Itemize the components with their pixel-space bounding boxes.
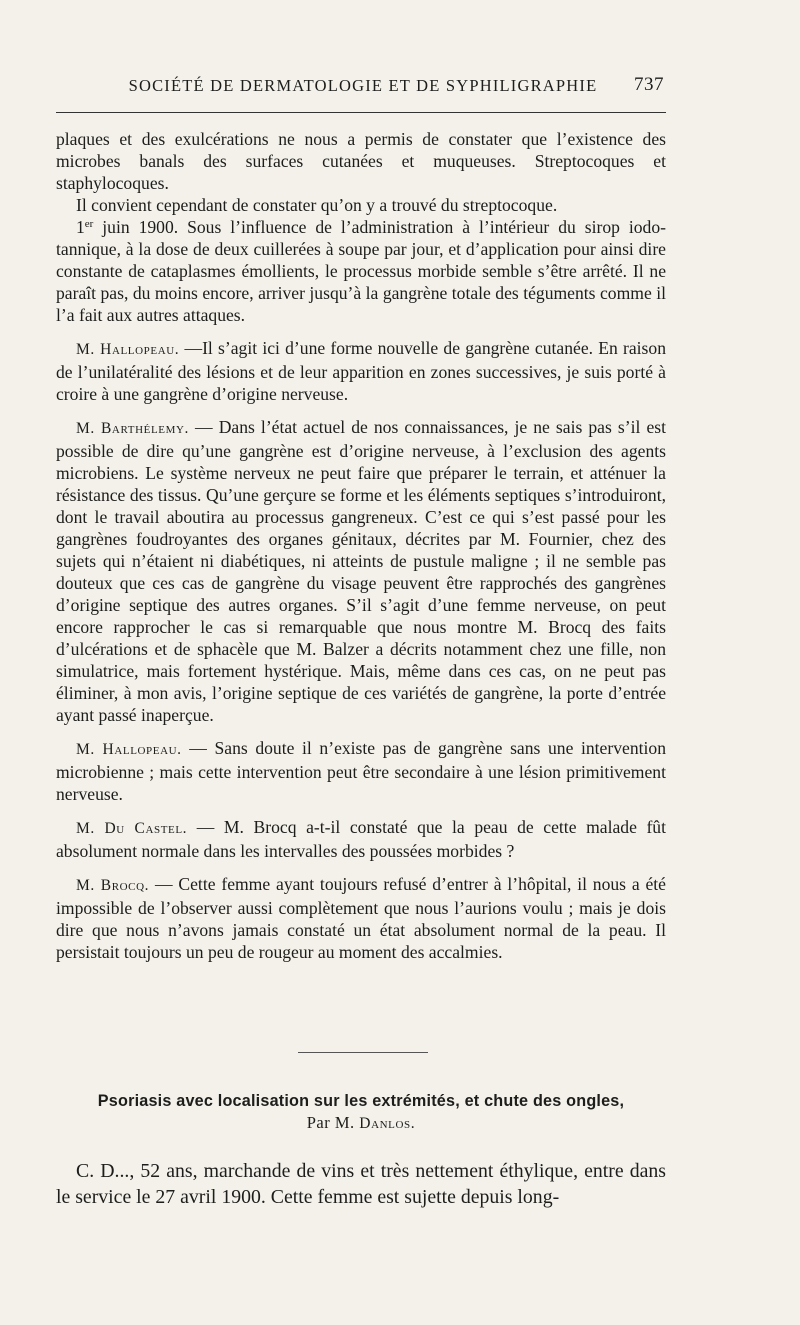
discussion-text	[56, 128, 666, 963]
byline-prefix: Par M.	[306, 1113, 355, 1132]
paragraph-1: plaques et des exulcérations ne nous a permis de constater que l’existence des microbes banals des surfaces cutanées et muqueuses. Streptocoques et staphylocoques.	[56, 129, 666, 193]
page-number: 737	[634, 74, 664, 95]
paragraph-3-text: juin 1900. Sous l’influence de l’administration à l’intérieur du sirop iodo-tannique, à la dose de deux cuillerées à soupe par jour, et d’application pour ainsi dire constante de cataplasmes émollients, le processus morbide semble s’être arrêté. Il ne paraît pas, du moins encore, arriver jusqu’à la gangrène totale des téguments comme il l’a fait aux autres attaques.	[56, 217, 666, 325]
speaker-name: M. Du Castel.	[76, 820, 188, 837]
remark-hallopeau-1	[56, 337, 666, 405]
section-separator	[298, 1052, 428, 1053]
speaker-name: M. Barthélemy.	[76, 420, 189, 437]
date-number: 1	[76, 217, 85, 237]
paragraph-3	[56, 216, 666, 326]
remark-hallopeau-2	[56, 737, 666, 805]
remark-text: — Cette femme ayant toujours refusé d’entrer à l’hôpital, il nous a été impossible de l’observer aussi complètement que nous l’aurions voulu ; mais je dois dire que nous n’avons jamais constaté un état absolument normal de la peau. Il persistait toujours un peu de rougeur au moment des accalmies.	[56, 874, 666, 962]
opening-paragraph: C. D..., 52 ans, marchande de vins et très nettement éthylique, entre dans le service le 27 avril 1900. Cette femme est sujette depuis long-	[56, 1160, 666, 1208]
remark-text: — Dans l’état actuel de nos connaissances, je ne sais pas s’il est possible de dire qu’une gangrène est d’origine nerveuse, à l’exclusion des agents microbiens. Le système nerveux ne peut faire que préparer le terrain, et atténuer la résistance des tissus. Qu’une gerçure se forme et les éléments septiques s’introduiront, dont le travail aboutira au processus gangreneux. C’est ce qui s’est passé pour les gangrènes foudroyantes des organes génitaux, décrites par M. Fournier, chez des sujets qui n’étaient ni diabétiques, ni atteints de pustule maligne ; il ne semble pas douteux que ces cas de gangrène du visage peuvent être rapprochés des gangrènes d’origine septique des autres organes. S’il s’agit d’une femme nerveuse, on peut encore rapprocher le cas si remarquable que nous montre M. Brocq des faits d’ulcérations et de sphacèle que M. Balzer a décrits notamment chez une fille, non simulatrice, mais fortement hystérique. Mais, même dans ces cas, on ne peut pas éliminer, à mon avis, l’origine septique de ces variétés de gangrène, la porte d’entrée ayant passé inaperçue.	[56, 417, 666, 725]
speaker-name: M. Hallopeau.	[76, 741, 182, 758]
article-opening	[56, 1158, 666, 1210]
header-rule	[56, 112, 666, 113]
remark-brocq	[56, 873, 666, 963]
remark-text: —Il s’agit ici d’une forme nouvelle de gangrène cutanée. En raison de l’unilatéralité des lésions et de leur apparition en zones successives, je suis porté à croire à une gangrène d’origine nerveuse.	[56, 338, 666, 404]
remark-barthelemy	[56, 416, 666, 726]
author-name: Danlos.	[359, 1115, 416, 1132]
remark-du-castel	[56, 816, 666, 862]
speaker-name: M. Hallopeau.	[76, 341, 180, 358]
speaker-name: M. Brocq.	[76, 877, 150, 894]
running-title: SOCIÉTÉ DE DERMATOLOGIE ET DE SYPHILIGRAPHIE	[128, 76, 598, 95]
remark-text: — Sans doute il n’existe pas de gangrène sans une intervention microbienne ; mais cette intervention peut être secondaire à une lésion primitivement nerveuse.	[56, 738, 666, 804]
paragraph-2: Il convient cependant de constater qu’on y a trouvé du streptocoque.	[76, 195, 558, 215]
article-byline	[56, 1113, 666, 1133]
article-title: Psoriasis avec localisation sur les extrémités, et chute des ongles,	[97, 1092, 625, 1110]
remark-text: — M. Brocq a-t-il constaté que la peau de cette malade fût absolument normale dans les intervalles des poussées morbides ?	[56, 817, 666, 861]
date-superscript: er	[84, 218, 94, 230]
